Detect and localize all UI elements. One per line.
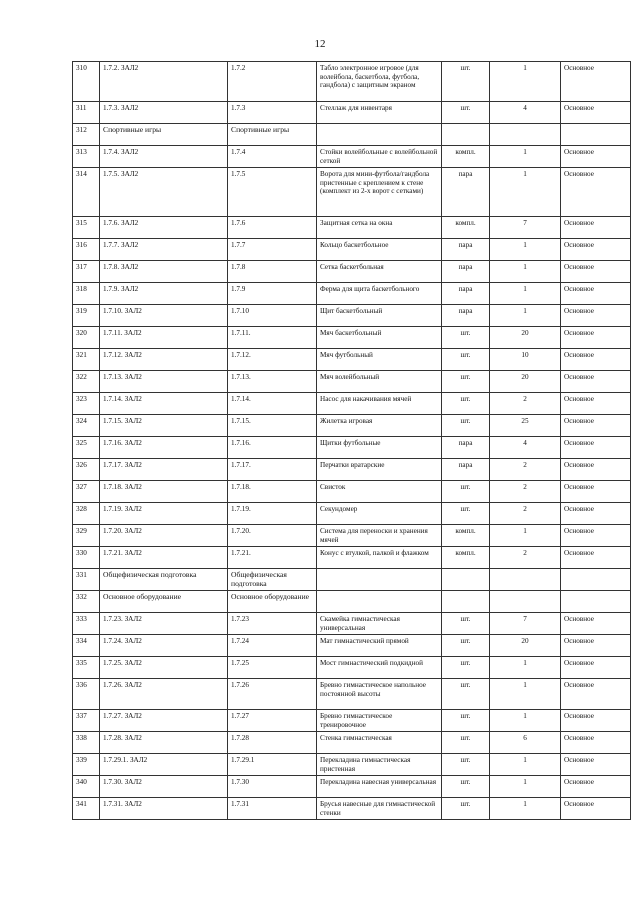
- item-code-cell: 1.7.5. ЗАЛ2: [100, 168, 228, 217]
- table-row: [73, 283, 631, 305]
- table-row: [73, 754, 631, 776]
- item-code-cell: Спортивные игры: [100, 124, 228, 146]
- item-code-cell: 1.7.4. ЗАЛ2: [100, 146, 228, 168]
- category-cell: Основное: [561, 349, 631, 371]
- unit-cell: пара: [442, 168, 490, 217]
- item-code-cell: 1.7.2. ЗАЛ2: [100, 62, 228, 102]
- item-code-cell: 1.7.24. ЗАЛ2: [100, 635, 228, 657]
- category-cell: Основное: [561, 327, 631, 349]
- unit-cell: шт.: [442, 371, 490, 393]
- unit-cell: [442, 591, 490, 613]
- unit-cell: шт.: [442, 349, 490, 371]
- item-name-cell: Перекладина гимнастическая пристенная: [317, 754, 442, 776]
- page-number: 12: [314, 38, 326, 50]
- quantity-cell: 7: [490, 217, 561, 239]
- row-number-cell: 335: [73, 657, 100, 679]
- quantity-cell: 2: [490, 393, 561, 415]
- item-name-cell: Щитки футбольные: [317, 437, 442, 459]
- quantity-cell: 1: [490, 239, 561, 261]
- row-number-cell: 327: [73, 481, 100, 503]
- table-row: [73, 525, 631, 547]
- table-row: [73, 481, 631, 503]
- row-number-cell: 336: [73, 679, 100, 710]
- item-code-cell: 1.7.30. ЗАЛ2: [100, 776, 228, 798]
- row-number-cell: 331: [73, 569, 100, 591]
- quantity-cell: 20: [490, 635, 561, 657]
- item-ref-cell: 1.7.21.: [228, 547, 317, 569]
- quantity-cell: 20: [490, 327, 561, 349]
- unit-cell: шт.: [442, 710, 490, 732]
- row-number-cell: 324: [73, 415, 100, 437]
- item-code-cell: 1.7.20. ЗАЛ2: [100, 525, 228, 547]
- unit-cell: компл.: [442, 525, 490, 547]
- unit-cell: пара: [442, 283, 490, 305]
- quantity-cell: 1: [490, 754, 561, 776]
- category-cell: [561, 591, 631, 613]
- item-name-cell: Мяч баскетбольный: [317, 327, 442, 349]
- row-number-cell: 322: [73, 371, 100, 393]
- unit-cell: шт.: [442, 503, 490, 525]
- item-code-cell: Общефизическая подготовка: [100, 569, 228, 591]
- item-name-cell: Перчатки вратарские: [317, 459, 442, 481]
- quantity-cell: 2: [490, 459, 561, 481]
- item-ref-cell: 1.7.7: [228, 239, 317, 261]
- item-ref-cell: 1.7.18.: [228, 481, 317, 503]
- quantity-cell: [490, 569, 561, 591]
- unit-cell: [442, 124, 490, 146]
- unit-cell: пара: [442, 261, 490, 283]
- item-code-cell: 1.7.18. ЗАЛ2: [100, 481, 228, 503]
- item-code-cell: Основное оборудование: [100, 591, 228, 613]
- category-cell: Основное: [561, 732, 631, 754]
- item-ref-cell: Спортивные игры: [228, 124, 317, 146]
- table-row: [73, 459, 631, 481]
- item-name-cell: Стеллаж для инвентаря: [317, 102, 442, 124]
- unit-cell: шт.: [442, 415, 490, 437]
- row-number-cell: 333: [73, 613, 100, 635]
- category-cell: Основное: [561, 710, 631, 732]
- row-number-cell: 323: [73, 393, 100, 415]
- unit-cell: шт.: [442, 679, 490, 710]
- item-ref-cell: 1.7.29.1: [228, 754, 317, 776]
- equipment-table-body: [73, 62, 631, 820]
- item-ref-cell: 1.7.11.: [228, 327, 317, 349]
- unit-cell: компл.: [442, 146, 490, 168]
- row-number-cell: 315: [73, 217, 100, 239]
- row-number-cell: 311: [73, 102, 100, 124]
- row-number-cell: 337: [73, 710, 100, 732]
- quantity-cell: 10: [490, 349, 561, 371]
- category-cell: Основное: [561, 393, 631, 415]
- item-ref-cell: 1.7.19.: [228, 503, 317, 525]
- category-cell: Основное: [561, 261, 631, 283]
- item-code-cell: 1.7.10. ЗАЛ2: [100, 305, 228, 327]
- row-number-cell: 338: [73, 732, 100, 754]
- item-name-cell: Конус с втулкой, палкой и флажком: [317, 547, 442, 569]
- table-row: [73, 503, 631, 525]
- quantity-cell: 1: [490, 798, 561, 820]
- item-name-cell: Стойки волейбольные с волейбольной сеткой: [317, 146, 442, 168]
- category-cell: Основное: [561, 798, 631, 820]
- category-cell: Основное: [561, 283, 631, 305]
- table-row: [73, 393, 631, 415]
- row-number-cell: 340: [73, 776, 100, 798]
- item-ref-cell: 1.7.3: [228, 102, 317, 124]
- category-cell: [561, 569, 631, 591]
- table-row: [73, 635, 631, 657]
- category-cell: Основное: [561, 415, 631, 437]
- item-name-cell: [317, 591, 442, 613]
- table-row: [73, 146, 631, 168]
- row-number-cell: 328: [73, 503, 100, 525]
- quantity-cell: 2: [490, 547, 561, 569]
- row-number-cell: 317: [73, 261, 100, 283]
- table-row: [73, 305, 631, 327]
- quantity-cell: 1: [490, 305, 561, 327]
- category-cell: Основное: [561, 437, 631, 459]
- item-name-cell: [317, 124, 442, 146]
- item-ref-cell: 1.7.12.: [228, 349, 317, 371]
- table-row: [73, 613, 631, 635]
- row-number-cell: 325: [73, 437, 100, 459]
- equipment-table: [72, 61, 631, 820]
- unit-cell: [442, 569, 490, 591]
- row-number-cell: 314: [73, 168, 100, 217]
- category-cell: Основное: [561, 613, 631, 635]
- table-row: [73, 124, 631, 146]
- table-row: [73, 591, 631, 613]
- category-cell: [561, 124, 631, 146]
- item-code-cell: 1.7.25. ЗАЛ2: [100, 657, 228, 679]
- item-code-cell: 1.7.8. ЗАЛ2: [100, 261, 228, 283]
- unit-cell: компл.: [442, 217, 490, 239]
- item-name-cell: Щит баскетбольный: [317, 305, 442, 327]
- unit-cell: шт.: [442, 102, 490, 124]
- unit-cell: шт.: [442, 776, 490, 798]
- item-code-cell: 1.7.9. ЗАЛ2: [100, 283, 228, 305]
- unit-cell: шт.: [442, 657, 490, 679]
- unit-cell: шт.: [442, 481, 490, 503]
- unit-cell: шт.: [442, 754, 490, 776]
- quantity-cell: 1: [490, 146, 561, 168]
- item-ref-cell: 1.7.15.: [228, 415, 317, 437]
- table-row: [73, 327, 631, 349]
- quantity-cell: 25: [490, 415, 561, 437]
- row-number-cell: 339: [73, 754, 100, 776]
- item-ref-cell: 1.7.28: [228, 732, 317, 754]
- unit-cell: шт.: [442, 393, 490, 415]
- unit-cell: шт.: [442, 635, 490, 657]
- table-row: [73, 168, 631, 217]
- item-name-cell: Мяч волейбольный: [317, 371, 442, 393]
- unit-cell: пара: [442, 305, 490, 327]
- quantity-cell: [490, 591, 561, 613]
- item-ref-cell: 1.7.16.: [228, 437, 317, 459]
- category-cell: Основное: [561, 525, 631, 547]
- item-code-cell: 1.7.26. ЗАЛ2: [100, 679, 228, 710]
- table-row: [73, 732, 631, 754]
- item-ref-cell: Основное оборудование: [228, 591, 317, 613]
- table-row: [73, 371, 631, 393]
- row-number-cell: 330: [73, 547, 100, 569]
- item-code-cell: 1.7.15. ЗАЛ2: [100, 415, 228, 437]
- category-cell: Основное: [561, 635, 631, 657]
- item-ref-cell: Общефизическая подготовка: [228, 569, 317, 591]
- item-code-cell: 1.7.29.1. ЗАЛ2: [100, 754, 228, 776]
- item-code-cell: 1.7.12. ЗАЛ2: [100, 349, 228, 371]
- unit-cell: пара: [442, 459, 490, 481]
- item-ref-cell: 1.7.4: [228, 146, 317, 168]
- table-row: [73, 261, 631, 283]
- item-name-cell: Бревно гимнастическое тренировочное: [317, 710, 442, 732]
- item-ref-cell: 1.7.8: [228, 261, 317, 283]
- item-ref-cell: 1.7.30: [228, 776, 317, 798]
- row-number-cell: 329: [73, 525, 100, 547]
- item-name-cell: Брусья навесные для гимнастической стенки: [317, 798, 442, 820]
- table-row: [73, 437, 631, 459]
- item-ref-cell: 1.7.26: [228, 679, 317, 710]
- item-ref-cell: 1.7.6: [228, 217, 317, 239]
- item-code-cell: 1.7.16. ЗАЛ2: [100, 437, 228, 459]
- item-ref-cell: 1.7.10: [228, 305, 317, 327]
- unit-cell: пара: [442, 239, 490, 261]
- row-number-cell: 319: [73, 305, 100, 327]
- category-cell: Основное: [561, 217, 631, 239]
- item-ref-cell: 1.7.14.: [228, 393, 317, 415]
- category-cell: Основное: [561, 371, 631, 393]
- category-cell: Основное: [561, 239, 631, 261]
- item-name-cell: Сетка баскетбольная: [317, 261, 442, 283]
- table-row: [73, 776, 631, 798]
- quantity-cell: 7: [490, 613, 561, 635]
- row-number-cell: 312: [73, 124, 100, 146]
- unit-cell: компл.: [442, 547, 490, 569]
- item-ref-cell: 1.7.25: [228, 657, 317, 679]
- quantity-cell: 2: [490, 481, 561, 503]
- item-name-cell: Жилетка игровая: [317, 415, 442, 437]
- unit-cell: шт.: [442, 613, 490, 635]
- quantity-cell: 1: [490, 525, 561, 547]
- row-number-cell: 313: [73, 146, 100, 168]
- item-ref-cell: 1.7.13.: [228, 371, 317, 393]
- row-number-cell: 334: [73, 635, 100, 657]
- quantity-cell: 1: [490, 283, 561, 305]
- table-row: [73, 569, 631, 591]
- row-number-cell: 318: [73, 283, 100, 305]
- table-row: [73, 62, 631, 102]
- item-code-cell: 1.7.31. ЗАЛ2: [100, 798, 228, 820]
- item-name-cell: Насос для накачивания мячей: [317, 393, 442, 415]
- quantity-cell: 4: [490, 437, 561, 459]
- item-name-cell: Стенка гимнастическая: [317, 732, 442, 754]
- table-row: [73, 657, 631, 679]
- item-name-cell: Табло электронное игровое (для волейбола, баскетбола, футбола, гандбола) с защитным экраном: [317, 62, 442, 102]
- item-code-cell: 1.7.6. ЗАЛ2: [100, 217, 228, 239]
- table-row: [73, 710, 631, 732]
- item-code-cell: 1.7.17. ЗАЛ2: [100, 459, 228, 481]
- table-row: [73, 349, 631, 371]
- item-code-cell: 1.7.13. ЗАЛ2: [100, 371, 228, 393]
- unit-cell: шт.: [442, 62, 490, 102]
- row-number-cell: 316: [73, 239, 100, 261]
- item-ref-cell: 1.7.9: [228, 283, 317, 305]
- item-name-cell: Мяч футбольный: [317, 349, 442, 371]
- table-row: [73, 547, 631, 569]
- item-name-cell: Перекладина навесная универсальная: [317, 776, 442, 798]
- item-name-cell: Защитная сетка на окна: [317, 217, 442, 239]
- table-row: [73, 798, 631, 820]
- item-name-cell: Кольцо баскетбольное: [317, 239, 442, 261]
- row-number-cell: 341: [73, 798, 100, 820]
- item-code-cell: 1.7.28. ЗАЛ2: [100, 732, 228, 754]
- row-number-cell: 326: [73, 459, 100, 481]
- category-cell: Основное: [561, 503, 631, 525]
- category-cell: Основное: [561, 146, 631, 168]
- item-name-cell: Свисток: [317, 481, 442, 503]
- item-code-cell: 1.7.23. ЗАЛ2: [100, 613, 228, 635]
- item-code-cell: 1.7.21. ЗАЛ2: [100, 547, 228, 569]
- category-cell: Основное: [561, 102, 631, 124]
- row-number-cell: 321: [73, 349, 100, 371]
- item-ref-cell: 1.7.31: [228, 798, 317, 820]
- item-ref-cell: 1.7.20.: [228, 525, 317, 547]
- item-code-cell: 1.7.3. ЗАЛ2: [100, 102, 228, 124]
- item-name-cell: Ферма для щита баскетбольного: [317, 283, 442, 305]
- row-number-cell: 332: [73, 591, 100, 613]
- item-name-cell: Система для переноски и хранения мячей: [317, 525, 442, 547]
- item-ref-cell: 1.7.24: [228, 635, 317, 657]
- quantity-cell: 1: [490, 710, 561, 732]
- quantity-cell: 1: [490, 657, 561, 679]
- category-cell: Основное: [561, 547, 631, 569]
- quantity-cell: 1: [490, 679, 561, 710]
- quantity-cell: 1: [490, 168, 561, 217]
- item-name-cell: Ворота для мини-футбола/гандбола пристенные с креплением к стене (комплект из 2-х ворот с сетками): [317, 168, 442, 217]
- quantity-cell: 4: [490, 102, 561, 124]
- category-cell: Основное: [561, 679, 631, 710]
- item-ref-cell: 1.7.23: [228, 613, 317, 635]
- item-ref-cell: 1.7.5: [228, 168, 317, 217]
- item-name-cell: Мост гимнастический подкидной: [317, 657, 442, 679]
- table-row: [73, 217, 631, 239]
- category-cell: Основное: [561, 481, 631, 503]
- row-number-cell: 320: [73, 327, 100, 349]
- category-cell: Основное: [561, 459, 631, 481]
- category-cell: Основное: [561, 754, 631, 776]
- quantity-cell: 1: [490, 776, 561, 798]
- item-code-cell: 1.7.11. ЗАЛ2: [100, 327, 228, 349]
- item-code-cell: 1.7.14. ЗАЛ2: [100, 393, 228, 415]
- item-name-cell: Скамейка гимнастическая универсальная: [317, 613, 442, 635]
- unit-cell: пара: [442, 437, 490, 459]
- item-code-cell: 1.7.27. ЗАЛ2: [100, 710, 228, 732]
- unit-cell: шт.: [442, 327, 490, 349]
- category-cell: Основное: [561, 305, 631, 327]
- row-number-cell: 310: [73, 62, 100, 102]
- table-row: [73, 102, 631, 124]
- category-cell: Основное: [561, 776, 631, 798]
- table-row: [73, 415, 631, 437]
- category-cell: Основное: [561, 62, 631, 102]
- item-code-cell: 1.7.19. ЗАЛ2: [100, 503, 228, 525]
- category-cell: Основное: [561, 657, 631, 679]
- unit-cell: шт.: [442, 798, 490, 820]
- item-name-cell: [317, 569, 442, 591]
- quantity-cell: 1: [490, 261, 561, 283]
- quantity-cell: 6: [490, 732, 561, 754]
- item-name-cell: Бревно гимнастическое напольное постоянной высоты: [317, 679, 442, 710]
- category-cell: Основное: [561, 168, 631, 217]
- item-name-cell: Секундомер: [317, 503, 442, 525]
- item-code-cell: 1.7.7. ЗАЛ2: [100, 239, 228, 261]
- quantity-cell: [490, 124, 561, 146]
- quantity-cell: 2: [490, 503, 561, 525]
- quantity-cell: 20: [490, 371, 561, 393]
- item-ref-cell: 1.7.2: [228, 62, 317, 102]
- table-row: [73, 679, 631, 710]
- item-ref-cell: 1.7.17.: [228, 459, 317, 481]
- item-name-cell: Мат гимнастический прямой: [317, 635, 442, 657]
- item-ref-cell: 1.7.27: [228, 710, 317, 732]
- table-row: [73, 239, 631, 261]
- quantity-cell: 1: [490, 62, 561, 102]
- unit-cell: шт.: [442, 732, 490, 754]
